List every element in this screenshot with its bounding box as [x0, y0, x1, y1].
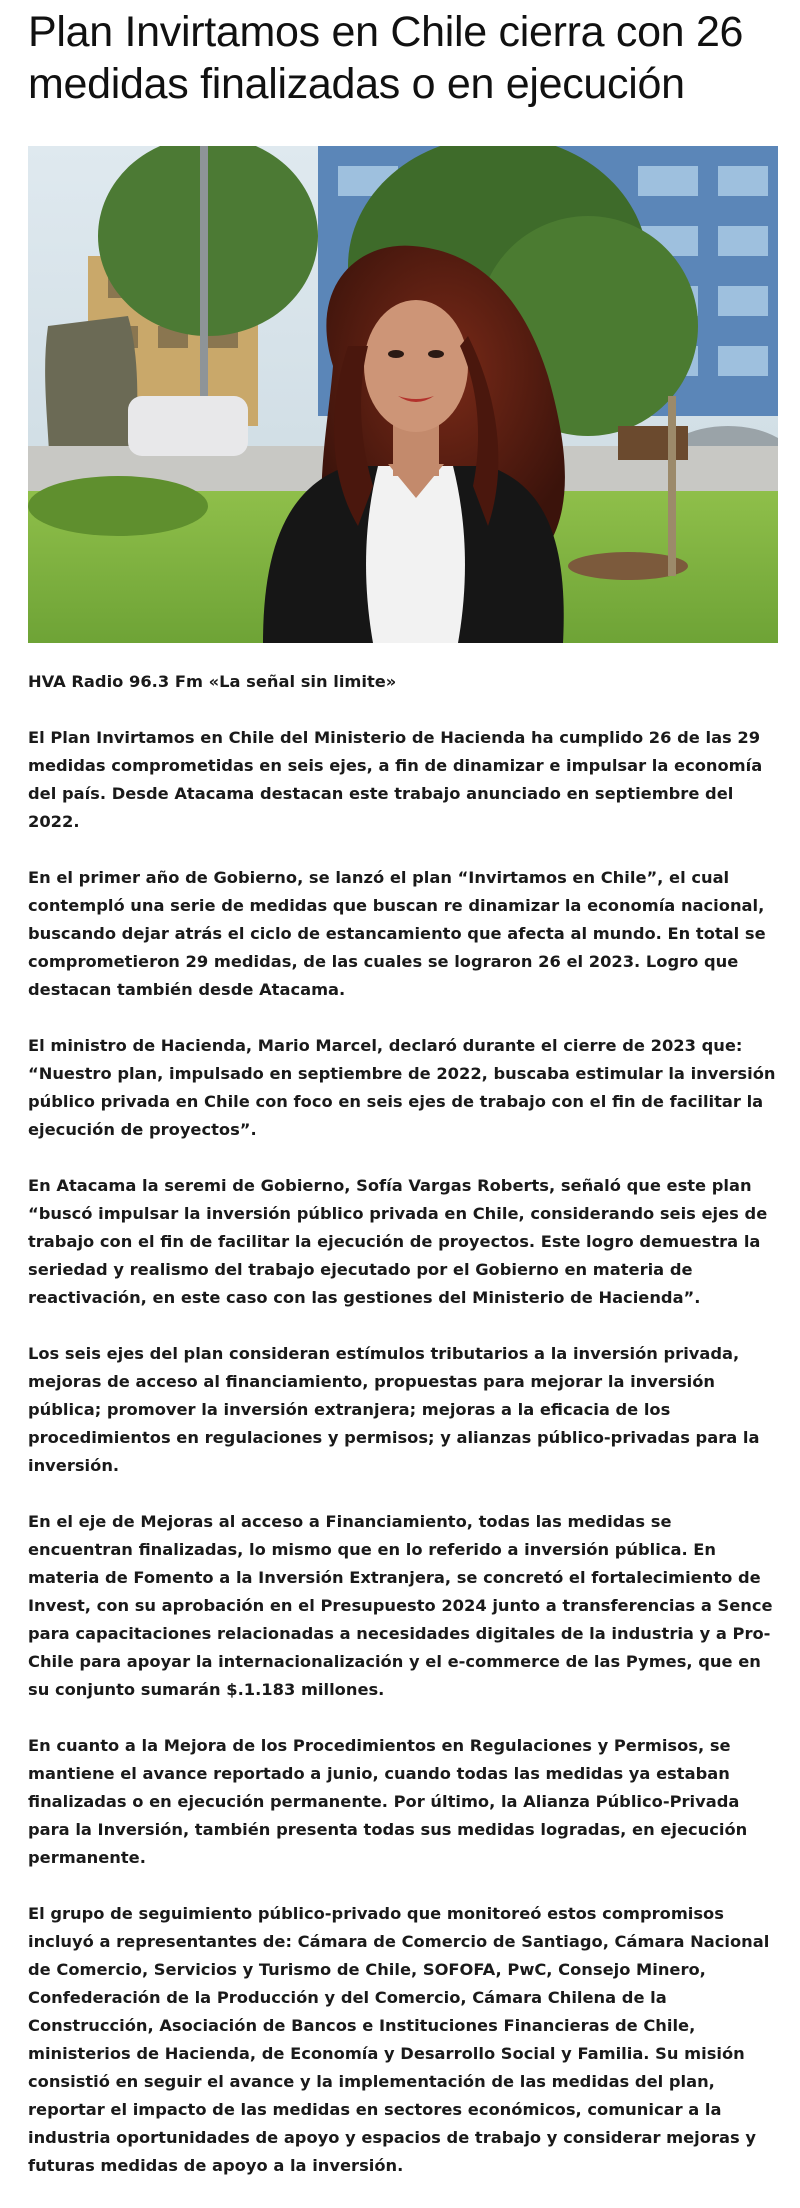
article-paragraph: Los seis ejes del plan consideran estímulos tributarios a la inversión privada, mejoras de acceso al financiamiento, propuestas para mejorar la inversión pública; promover la inversión extranjera; mejoras a la eficacia de los procedimientos en regulaciones y permisos; y alianzas público-privadas para la inversión.: [28, 1344, 760, 1475]
article-paragraph: El grupo de seguimiento público-privado que monitoreó estos compromisos incluyó a representantes de: Cámara de Comercio de Santiago, Cámara Nacional de Comercio, Servicios y Turismo de Chile, SOFOFA, PwC, Consejo Minero, Confederación de la Producción y del Comercio, Cámara Chilena de la Construcción, Asociación de Bancos e Instituciones Financieras de Chile, ministerios de Hacienda, de Economía y Desarrollo Social y Familia. Su misión consistió en seguir el avance y la implementación de las medidas del plan, reportar el impacto de las medidas en sectores económicos, comunicar a la industria oportunidades de apoyo y espacios de trabajo y considerar mejoras y futuras medidas de apoyo a la inversión.: [28, 1904, 770, 2175]
article-paragraph: En cuanto a la Mejora de los Procedimientos en Regulaciones y Permisos, se mantiene el avance reportado a junio, cuando todas las medidas ya estaban finalizadas o en ejecución permanente. Por último, la Alianza Público-Privada para la Inversión, también presenta todas sus medidas logradas, en ejecución permanente.: [28, 1736, 748, 1867]
article-body: [28, 668, 778, 2208]
article-paragraph: En Atacama la seremi de Gobierno, Sofía Vargas Roberts, señaló que este plan “buscó impulsar la inversión público privada en Chile, considerando seis ejes de trabajo con el fin de facilitar la ejecución de proyectos. Este logro demuestra la seriedad y realismo del trabajo ejecutado por el Gobierno en materia de reactivación, en este caso con las gestiones del Ministerio de Hacienda”.: [28, 1176, 768, 1307]
article-title: Plan Invirtamos en Chile cierra con 26 medidas finalizadas o en ejecución: [28, 8, 744, 108]
article-source-line: HVA Radio 96.3 Fm «La señal sin limite»: [28, 672, 397, 691]
photo-illustration: [28, 146, 778, 643]
article: [28, 0, 778, 2175]
article-photo: [28, 146, 778, 643]
article-paragraph: El Plan Invirtamos en Chile del Ministerio de Hacienda ha cumplido 26 de las 29 medidas comprometidas en seis ejes, a fin de dinamizar e impulsar la economía del país. Desde Atacama destacan este trabajo anunciado en septiembre del 2022.: [28, 728, 763, 831]
article-paragraph: En el primer año de Gobierno, se lanzó el plan “Invirtamos en Chile”, el cual contempló una serie de medidas que buscan re dinamizar la economía nacional, buscando dejar atrás el ciclo de estancamiento que afecta al mundo. En total se comprometieron 29 medidas, de las cuales se lograron 26 el 2023. Logro que destacan también desde Atacama.: [28, 868, 766, 999]
article-paragraph: En el eje de Mejoras al acceso a Financiamiento, todas las medidas se encuentran finalizadas, lo mismo que en lo referido a inversión pública. En materia de Fomento a la Inversión Extranjera, se concretó el fortalecimiento de Invest, con su aprobación en el Presupuesto 2024 junto a transferencias a Sence para capacitaciones relacionadas a necesidades digitales de la industria y a Pro-Chile para apoyar la internacionalización y el e-commerce de las Pymes, que en su conjunto sumarán $.1.183 millones.: [28, 1512, 773, 1699]
article-paragraph: El ministro de Hacienda, Mario Marcel, declaró durante el cierre de 2023 que: “Nuestro plan, impulsado en septiembre de 2022, buscaba estimular la inversión público privada en Chile con foco en seis ejes de trabajo con el fin de facilitar la ejecución de proyectos”.: [28, 1036, 776, 1139]
